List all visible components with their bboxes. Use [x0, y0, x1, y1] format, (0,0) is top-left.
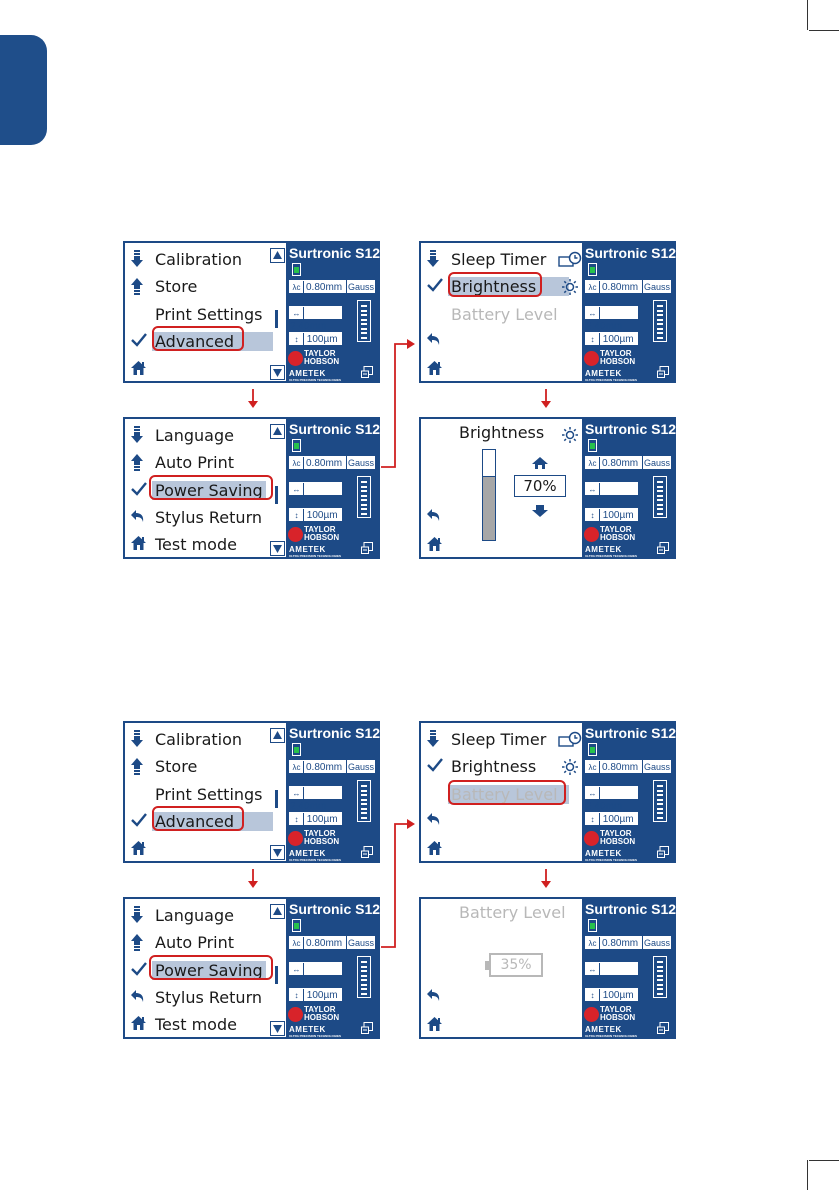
home-icon[interactable] [426, 840, 444, 858]
filter-type: Gauss [348, 938, 375, 948]
menu-item-label: Battery Level [448, 785, 569, 804]
menu-item-store[interactable] [125, 274, 270, 300]
filter-type: Gauss [348, 762, 375, 772]
screen-main-menu [123, 721, 388, 863]
device-title: Surtronic S128 [585, 725, 684, 741]
timer-icon [558, 731, 582, 749]
menu-list [125, 419, 286, 557]
menu-item-calibration[interactable] [125, 727, 270, 753]
device-title: Surtronic S128 [289, 245, 388, 261]
evaluation-length: ↔ 2.40mm [289, 482, 342, 495]
range-icon: ↕ [586, 989, 600, 1002]
taylor-hobson-logo: TAYLOR HOBSON [288, 829, 348, 849]
print-icon[interactable] [361, 363, 373, 375]
back-icon[interactable] [426, 811, 444, 829]
scroll-down-button[interactable] [270, 1021, 285, 1036]
brightness-icon [561, 758, 579, 776]
menu-item-label: Advanced [152, 812, 273, 831]
scroll-thumb[interactable] [275, 486, 278, 504]
cutoff-value: λc 0.80mm [289, 456, 346, 469]
print-icon[interactable] [361, 1019, 373, 1031]
menu-item-label: Store [155, 277, 198, 296]
device-title: Surtronic S128 [585, 245, 684, 261]
eval-length-icon: ↔ [586, 307, 600, 320]
back-icon[interactable] [426, 987, 444, 1005]
filter-type: Gauss [644, 458, 671, 468]
home-icon[interactable] [130, 360, 148, 378]
scroll-down-button[interactable] [270, 845, 285, 860]
scroll-thumb[interactable] [275, 966, 278, 984]
range-value: ↕ 100µm [289, 332, 342, 345]
scroll-down-icon [426, 730, 444, 750]
range-meter [357, 476, 371, 518]
scrollbar[interactable] [270, 424, 286, 556]
menu-list [421, 243, 582, 381]
taylor-hobson-logo: TAYLOR HOBSON [584, 525, 644, 545]
menu-item-label: Power Saving [152, 961, 266, 980]
cutoff-value: λc 0.80mm [585, 456, 642, 469]
range-meter [653, 476, 667, 518]
scrollbar[interactable] [270, 248, 286, 380]
menu-item-auto-print[interactable] [125, 930, 270, 956]
selection-ring [149, 955, 273, 980]
menu-item-stylus-return[interactable] [125, 985, 270, 1011]
taylor-hobson-logo: TAYLOR HOBSON [288, 1005, 348, 1025]
range-value: ↕ 100µm [585, 332, 638, 345]
scroll-thumb[interactable] [275, 790, 278, 808]
print-icon[interactable] [657, 843, 669, 855]
check-icon [130, 481, 148, 501]
eval-length-icon: ↔ [586, 963, 600, 976]
screen-brightness [419, 417, 684, 559]
evaluation-length: ↔ 2.40mm [585, 482, 638, 495]
slider-fill [483, 476, 495, 540]
menu-item-label: Store [155, 757, 198, 776]
device-title: Surtronic S128 [289, 901, 388, 917]
ametek-logo: AMETEK ULTRA PRECISION TECHNOLOGIES [585, 849, 638, 862]
selection-ring [448, 780, 566, 805]
back-icon [130, 988, 148, 1008]
status-panel [582, 419, 684, 558]
cutoff-value: λc 0.80mm [289, 760, 346, 773]
menu-item-label: Stylus Return [155, 508, 262, 527]
status-panel [582, 723, 684, 862]
range-icon: ↕ [290, 989, 304, 1002]
scroll-up-button[interactable] [270, 728, 285, 743]
range-value: ↕ 100µm [289, 508, 342, 521]
range-meter [653, 780, 667, 822]
battery-icon [588, 919, 597, 932]
menu-list [125, 723, 286, 861]
evaluation-length: ↔ 2.40mm [289, 786, 342, 799]
battery-icon [292, 743, 301, 756]
battery-icon [588, 263, 597, 276]
eval-length-icon: ↔ [586, 483, 600, 496]
screen-advanced-menu [123, 417, 388, 559]
crop-mark [807, 0, 808, 30]
evaluation-length: ↔ 2.40mm [289, 962, 342, 975]
range-icon: ↕ [586, 813, 600, 826]
print-icon[interactable] [657, 539, 669, 551]
range-icon: ↕ [290, 813, 304, 826]
flow-arrow [247, 869, 259, 889]
battery-panel [421, 899, 582, 1037]
range-icon: ↕ [586, 509, 600, 522]
status-panel [582, 899, 684, 1038]
range-meter [653, 300, 667, 342]
menu-item-auto-print[interactable] [125, 450, 270, 476]
home-icon [130, 535, 148, 555]
ametek-logo: AMETEK ULTRA PRECISION TECHNOLOGIES [585, 369, 638, 382]
filter-type: Gauss [644, 938, 671, 948]
scroll-up-button[interactable] [270, 424, 285, 439]
scroll-down-icon [130, 906, 148, 926]
menu-item-label: Print Settings [155, 305, 263, 324]
range-meter [357, 956, 371, 998]
range-value: ↕ 100µm [585, 988, 638, 1001]
print-icon[interactable] [657, 363, 669, 375]
filter-type: Gauss [348, 458, 375, 468]
eval-length-icon: ↔ [290, 483, 304, 496]
screen-battery-level [419, 897, 684, 1039]
battery-icon [292, 263, 301, 276]
cutoff-value: λc 0.80mm [585, 760, 642, 773]
filter-type: Gauss [348, 282, 375, 292]
menu-item-label: Test mode [155, 535, 237, 554]
check-icon [130, 812, 148, 832]
selection-ring [149, 475, 273, 500]
scrollbar[interactable] [270, 904, 286, 1036]
menu-item-label: Print Settings [155, 785, 263, 804]
menu-item-language[interactable] [125, 903, 270, 929]
menu-item-sleep-timer[interactable] [421, 727, 566, 753]
flow-arrow [540, 869, 552, 889]
eval-length-icon: ↔ [586, 787, 600, 800]
range-meter [653, 956, 667, 998]
scroll-down-button[interactable] [270, 365, 285, 380]
menu-item-stylus-return[interactable] [125, 505, 270, 531]
scroll-down-icon [426, 250, 444, 270]
range-icon: ↕ [290, 509, 304, 522]
back-icon [130, 508, 148, 528]
device-title: Surtronic S128 [585, 421, 684, 437]
taylor-hobson-logo: TAYLOR HOBSON [584, 829, 644, 849]
crop-mark [807, 1160, 808, 1190]
battery-level-indicator: 35% [489, 953, 543, 977]
screen-power-saving-menu [419, 241, 684, 383]
timer-icon [558, 251, 582, 269]
scroll-up-icon [130, 933, 148, 953]
eval-length-icon: ↔ [290, 963, 304, 976]
check-icon [426, 757, 444, 777]
home-icon[interactable] [130, 840, 148, 858]
status-panel [286, 899, 388, 1038]
page-title: Battery Level [459, 903, 566, 922]
battery-icon [292, 439, 301, 452]
brightness-value: 70% [514, 475, 566, 497]
selection-ring [152, 806, 244, 831]
range-icon: ↕ [290, 333, 304, 346]
taylor-hobson-logo: TAYLOR HOBSON [288, 349, 348, 369]
scroll-down-icon [130, 426, 148, 446]
range-value: ↕ 100µm [585, 508, 638, 521]
status-panel [286, 723, 388, 862]
menu-item-label: Language [155, 426, 234, 445]
menu-item-store[interactable] [125, 754, 270, 780]
ametek-logo: AMETEK ULTRA PRECISION TECHNOLOGIES [289, 369, 342, 382]
scroll-up-icon [130, 277, 148, 297]
scroll-up-button[interactable] [270, 248, 285, 263]
scroll-down-button[interactable] [270, 541, 285, 556]
menu-item-label: Advanced [152, 332, 273, 351]
evaluation-length: ↔ 2.40mm [585, 786, 638, 799]
scrollbar[interactable] [270, 728, 286, 860]
brightness-icon [561, 278, 579, 296]
menu-item-label: Auto Print [155, 933, 235, 952]
home-icon[interactable] [426, 360, 444, 378]
menu-item-label: Sleep Timer [451, 250, 547, 269]
home-icon [130, 1015, 148, 1035]
selection-ring [152, 326, 244, 351]
taylor-hobson-logo: TAYLOR HOBSON [288, 525, 348, 545]
menu-item-test-mode[interactable] [125, 532, 270, 558]
evaluation-length: ↔ 2.40mm [585, 962, 638, 975]
screen-advanced-menu [123, 897, 388, 1039]
menu-list [125, 243, 286, 381]
filter-type: Gauss [644, 762, 671, 772]
range-value: ↕ 100µm [289, 812, 342, 825]
menu-item-label: Calibration [155, 250, 243, 269]
ametek-logo: AMETEK ULTRA PRECISION TECHNOLOGIES [585, 1025, 638, 1038]
print-icon[interactable] [657, 1019, 669, 1031]
crop-mark [809, 1160, 839, 1161]
home-icon[interactable] [426, 1016, 444, 1034]
menu-item-label: Power Saving [152, 481, 266, 500]
flow-arrow [540, 389, 552, 409]
menu-item-label: Auto Print [155, 453, 235, 472]
range-meter [357, 780, 371, 822]
device-title: Surtronic S128 [289, 421, 388, 437]
flow-arrow [247, 389, 259, 409]
home-icon[interactable] [426, 536, 444, 554]
status-panel [286, 419, 388, 558]
menu-item-label: Calibration [155, 730, 243, 749]
screen-main-menu [123, 241, 388, 383]
side-tab [0, 35, 47, 145]
selection-ring [448, 272, 542, 297]
flow-arrow [381, 818, 417, 953]
increase-button[interactable] [531, 455, 549, 469]
scroll-up-icon [130, 757, 148, 777]
ametek-logo: AMETEK ULTRA PRECISION TECHNOLOGIES [289, 849, 342, 862]
battery-icon [292, 919, 301, 932]
range-value: ↕ 100µm [585, 812, 638, 825]
status-panel [286, 243, 388, 382]
menu-item-print-settings[interactable] [125, 302, 270, 328]
flow-arrow [381, 338, 417, 473]
menu-item-print-settings[interactable] [125, 782, 270, 808]
back-icon[interactable] [426, 507, 444, 525]
check-icon [130, 961, 148, 981]
menu-item-battery-level[interactable] [421, 302, 566, 328]
scroll-thumb[interactable] [275, 310, 278, 328]
menu-item-language[interactable] [125, 423, 270, 449]
scroll-up-icon [130, 453, 148, 473]
menu-item-label: Brightness [451, 757, 537, 776]
brightness-panel [421, 419, 582, 557]
menu-list [421, 723, 582, 861]
evaluation-length: ↔ 2.40mm [289, 306, 342, 319]
ametek-logo: AMETEK ULTRA PRECISION TECHNOLOGIES [585, 545, 638, 558]
page-title: Brightness [459, 423, 545, 442]
taylor-hobson-logo: TAYLOR HOBSON [584, 349, 644, 369]
decrease-button[interactable] [531, 503, 549, 517]
cutoff-value: λc 0.80mm [289, 280, 346, 293]
print-icon[interactable] [361, 843, 373, 855]
brightness-slider[interactable] [482, 449, 496, 541]
device-title: Surtronic S128 [585, 901, 684, 917]
cutoff-value: λc 0.80mm [585, 936, 642, 949]
filter-type: Gauss [644, 282, 671, 292]
ametek-logo: AMETEK ULTRA PRECISION TECHNOLOGIES [289, 545, 342, 558]
menu-item-brightness[interactable] [421, 754, 566, 780]
menu-item-sleep-timer[interactable] [421, 247, 566, 273]
range-value: ↕ 100µm [289, 988, 342, 1001]
scroll-up-button[interactable] [270, 904, 285, 919]
menu-item-label: Sleep Timer [451, 730, 547, 749]
print-icon[interactable] [361, 539, 373, 551]
range-meter [357, 300, 371, 342]
menu-item-label: Stylus Return [155, 988, 262, 1007]
screen-power-saving-menu [419, 721, 684, 863]
crop-mark [809, 30, 839, 31]
battery-icon [588, 439, 597, 452]
check-icon [426, 277, 444, 297]
scroll-down-icon [130, 730, 148, 750]
cutoff-value: λc 0.80mm [585, 280, 642, 293]
evaluation-length: ↔ 2.40mm [585, 306, 638, 319]
taylor-hobson-logo: TAYLOR HOBSON [584, 1005, 644, 1025]
device-title: Surtronic S128 [289, 725, 388, 741]
menu-item-test-mode[interactable] [125, 1012, 270, 1038]
menu-item-label: Language [155, 906, 234, 925]
status-panel [582, 243, 684, 382]
menu-item-label: Brightness [448, 277, 569, 296]
menu-item-calibration[interactable] [125, 247, 270, 273]
ametek-logo: AMETEK ULTRA PRECISION TECHNOLOGIES [289, 1025, 342, 1038]
cutoff-value: λc 0.80mm [289, 936, 346, 949]
menu-item-label: Test mode [155, 1015, 237, 1034]
eval-length-icon: ↔ [290, 787, 304, 800]
eval-length-icon: ↔ [290, 307, 304, 320]
battery-icon [588, 743, 597, 756]
menu-item-label: Battery Level [451, 305, 558, 324]
check-icon [130, 332, 148, 352]
brightness-icon [561, 426, 579, 444]
range-icon: ↕ [586, 333, 600, 346]
menu-list [125, 899, 286, 1037]
back-icon[interactable] [426, 331, 444, 349]
scroll-down-icon [130, 250, 148, 270]
